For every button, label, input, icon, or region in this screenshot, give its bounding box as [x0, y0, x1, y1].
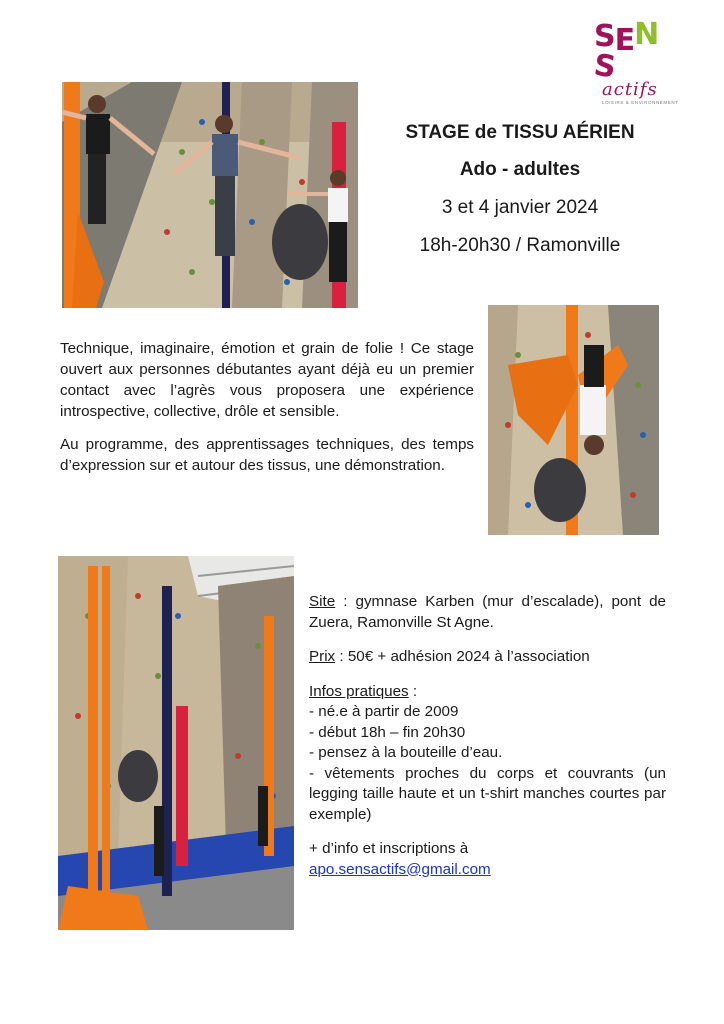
logo-letter-s1: S — [594, 19, 615, 54]
photo-three-performers — [62, 82, 358, 308]
event-time-place: 18h-20h30 / Ramonville — [419, 235, 621, 256]
practical-heading — [309, 682, 666, 703]
contact-info — [309, 839, 666, 880]
practical-suffix: : — [408, 682, 418, 700]
photo-inverted-performer — [488, 305, 659, 535]
practical-item: - né.e à partir de 2009 — [309, 703, 459, 720]
practical-label: Infos pratiques — [309, 682, 409, 700]
logo-tagline: LOISIRS & ENVIRONNEMENT — [602, 100, 679, 105]
practical-item: - vêtements proches du corps et couvrants (un legging taille haute et un t-shirt manches courtes par exemple) — [309, 764, 666, 823]
email-link[interactable]: apo.sensactifs@gmail.com — [309, 860, 491, 878]
intro-paragraph: Technique, imaginaire, émotion et grain de folie ! Ce stage ouvert aux personnes débutantes ayant déjà eu un premier contact avec l’agrès vous proposera une expérience introspective, collective, drôle et sensible. — [60, 340, 474, 420]
event-title: STAGE de TISSU AÉRIEN — [405, 122, 635, 143]
site-label: Site — [309, 593, 336, 610]
practical-item: - début 18h – fin 20h30 — [309, 723, 466, 741]
price-label: Prix — [309, 648, 336, 665]
sens-actifs-logo — [591, 17, 679, 105]
logo-letter-e: E — [614, 23, 635, 58]
program-paragraph: Au programme, des apprentissages techniques, des temps d’expression sur et autour des tissus, une démonstration. — [60, 436, 474, 474]
logo-letter-s2: S — [591, 47, 618, 86]
event-dates: 3 et 4 janvier 2024 — [441, 197, 599, 218]
site-info — [309, 592, 666, 633]
event-title-block — [370, 118, 670, 262]
practical-info — [309, 592, 666, 880]
practical-item: - pensez à la bouteille d’eau. — [309, 744, 503, 761]
event-audience: Ado - adultes — [459, 159, 581, 180]
photo-gym-silks — [58, 556, 294, 930]
logo-subtitle: actifs — [602, 79, 658, 100]
price-text: : 50€ + adhésion 2024 à l’association — [335, 648, 590, 665]
contact-text: + d’info et inscriptions à — [309, 840, 469, 857]
price-info — [309, 647, 666, 668]
site-text: : gymnase Karben (mur d’escalade), pont de Zuera, Ramonville St Agne. — [309, 593, 666, 631]
logo-letter-n: N — [634, 17, 659, 52]
logo-wordmark — [591, 17, 674, 86]
practical-list — [309, 682, 666, 826]
